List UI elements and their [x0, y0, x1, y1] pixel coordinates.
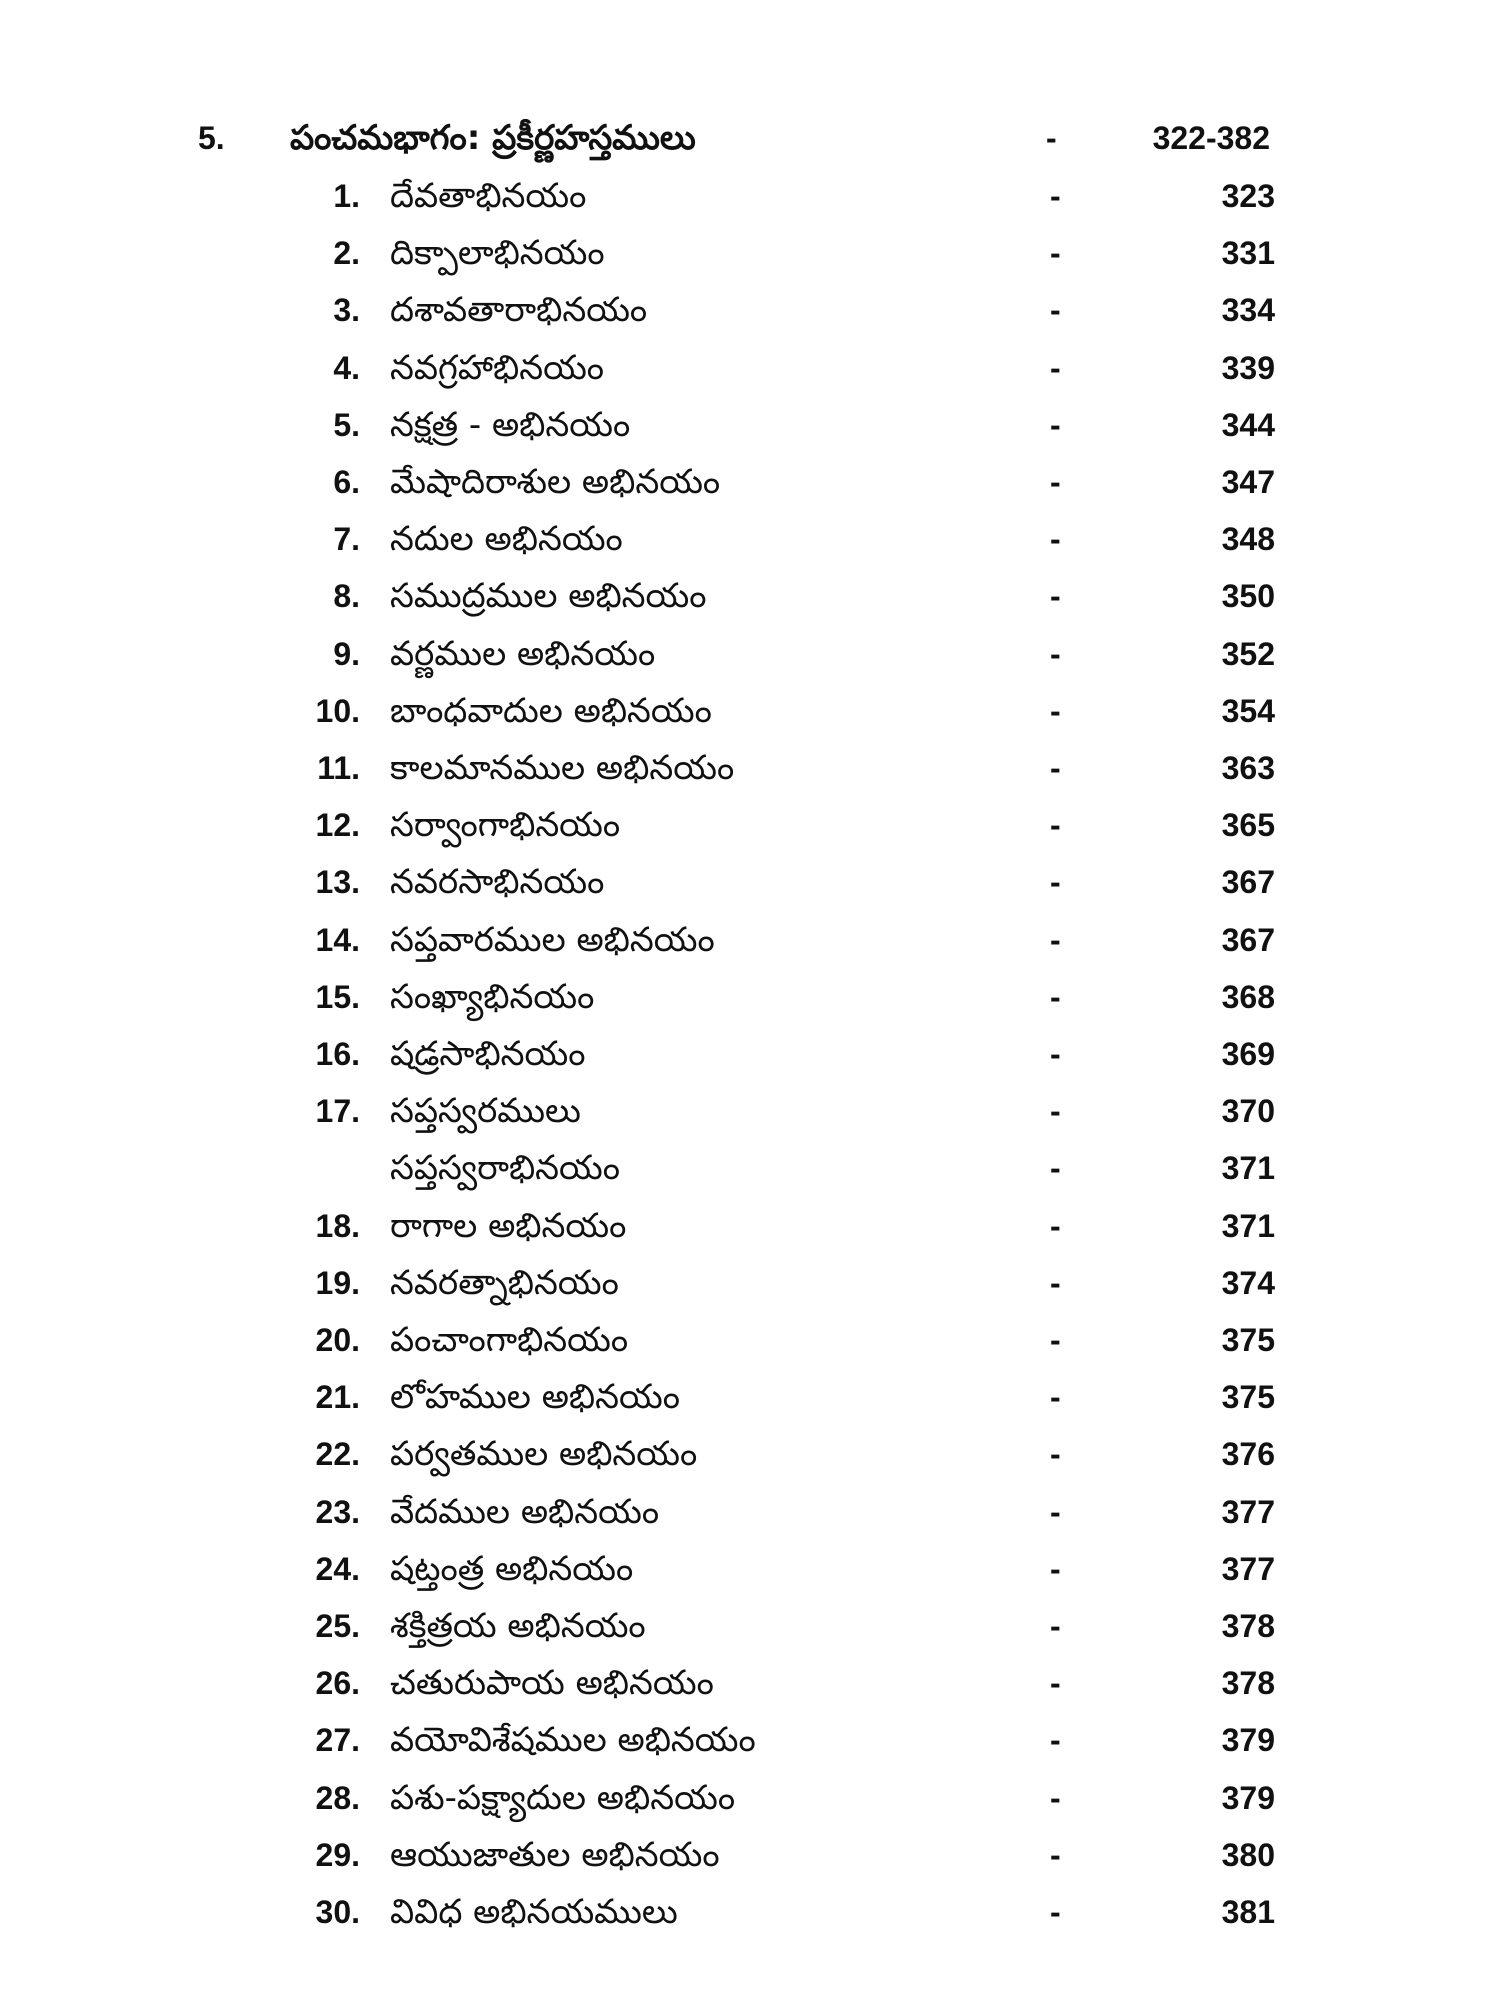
entry-number: 18. — [315, 1208, 360, 1244]
entry-number: 13. — [315, 864, 360, 900]
entry-separator: - — [1050, 1608, 1061, 1644]
entry-page-number: 376 — [1221, 1436, 1275, 1472]
toc-entry — [0, 1083, 1500, 1139]
entry-number: 11. — [317, 750, 360, 786]
section-title: పంచమభాగం: ప్రకీర్ణహస్తములు — [290, 118, 696, 158]
toc-entry — [0, 1198, 1500, 1254]
toc-entry — [0, 912, 1500, 968]
entry-separator: - — [1050, 1322, 1061, 1358]
entry-separator: - — [1050, 292, 1061, 328]
toc-entry — [0, 1712, 1500, 1768]
entry-title: దేవతాభినయం — [390, 176, 587, 216]
entry-separator: - — [1050, 1265, 1061, 1301]
entry-page-number: 347 — [1221, 464, 1275, 500]
entry-separator: - — [1050, 1093, 1061, 1129]
section-separator: - — [1046, 120, 1057, 156]
entry-page-number: 363 — [1221, 750, 1275, 786]
entry-separator: - — [1050, 1780, 1061, 1816]
entry-number: 27. — [315, 1722, 360, 1758]
toc-entry — [0, 1598, 1500, 1654]
entry-separator: - — [1050, 693, 1061, 729]
entry-number: 8. — [333, 578, 360, 614]
entry-page-number: 379 — [1221, 1722, 1275, 1758]
entry-page-number: 375 — [1221, 1379, 1275, 1415]
entry-separator: - — [1050, 1150, 1061, 1186]
entry-number: 17. — [315, 1093, 360, 1129]
entry-separator: - — [1050, 1837, 1061, 1873]
toc-entry — [0, 1369, 1500, 1425]
entry-title: లోహముల అభినయం — [390, 1377, 680, 1417]
entry-title: సర్వాంగాభినయం — [390, 805, 621, 845]
entry-page-number: 339 — [1221, 350, 1275, 386]
section-page-range: 322-382 — [1152, 120, 1270, 156]
entry-number: 10. — [315, 693, 360, 729]
toc-entry — [0, 1770, 1500, 1826]
entry-separator: - — [1050, 464, 1061, 500]
entry-page-number: 365 — [1221, 807, 1275, 843]
entry-title: ఆయుజాతుల అభినయం — [390, 1835, 720, 1875]
entry-title: చతురుపాయ అభినయం — [390, 1663, 714, 1703]
toc-entry — [0, 1655, 1500, 1711]
entry-separator: - — [1050, 807, 1061, 843]
entry-separator: - — [1050, 1551, 1061, 1587]
toc-entry — [0, 740, 1500, 796]
toc-entry — [0, 969, 1500, 1025]
entry-separator: - — [1050, 521, 1061, 557]
toc-entry — [0, 854, 1500, 910]
entry-page-number: 377 — [1221, 1551, 1275, 1587]
toc-entry — [0, 454, 1500, 510]
entry-page-number: 344 — [1221, 407, 1275, 443]
entry-title: నవగ్రహాభినయం — [390, 348, 605, 388]
entry-number: 1. — [333, 178, 360, 214]
entry-number: 16. — [315, 1036, 360, 1072]
entry-page-number: 377 — [1221, 1494, 1275, 1530]
entry-page-number: 367 — [1221, 922, 1275, 958]
toc-entry — [0, 1884, 1500, 1940]
entry-number: 12. — [315, 807, 360, 843]
entry-separator: - — [1050, 1894, 1061, 1930]
entry-separator: - — [1050, 578, 1061, 614]
entry-title: నక్షత్ర - అభినయం — [390, 405, 631, 445]
entry-page-number: 369 — [1221, 1036, 1275, 1072]
entry-title: సప్తస్వరములు — [390, 1091, 581, 1131]
entry-title: నవరసాభినయం — [390, 862, 605, 902]
entry-separator: - — [1050, 407, 1061, 443]
entry-number: 21. — [315, 1379, 360, 1415]
entry-page-number: 352 — [1221, 636, 1275, 672]
section-number: 5. — [198, 120, 225, 156]
entry-title: మేషాదిరాశుల అభినయం — [390, 462, 721, 502]
entry-page-number: 371 — [1221, 1208, 1275, 1244]
entry-number: 20. — [315, 1322, 360, 1358]
entry-title: సప్తస్వరాభినయం — [390, 1148, 621, 1188]
entry-number: 7. — [333, 521, 360, 557]
entry-number: 2. — [333, 235, 360, 271]
toc-entry — [0, 397, 1500, 453]
entry-page-number: 331 — [1221, 235, 1275, 271]
toc-entry — [0, 1140, 1500, 1196]
entry-number: 6. — [333, 464, 360, 500]
entry-title: వర్ణముల అభినయం — [390, 634, 656, 674]
entry-title: వేదముల అభినయం — [390, 1492, 660, 1532]
entry-separator: - — [1050, 178, 1061, 214]
entry-number: 5. — [333, 407, 360, 443]
entry-number: 29. — [315, 1837, 360, 1873]
entry-page-number: 368 — [1221, 979, 1275, 1015]
entry-number: 14. — [315, 922, 360, 958]
entry-title: సప్తవారముల అభినయం — [390, 920, 715, 960]
entry-title: షడ్రసాభినయం — [390, 1034, 586, 1074]
toc-entry — [0, 1255, 1500, 1311]
entry-page-number: 367 — [1221, 864, 1275, 900]
entry-separator: - — [1050, 636, 1061, 672]
entry-number: 28. — [315, 1780, 360, 1816]
entry-page-number: 379 — [1221, 1780, 1275, 1816]
entry-separator: - — [1050, 1208, 1061, 1244]
entry-page-number: 348 — [1221, 521, 1275, 557]
entry-separator: - — [1050, 1436, 1061, 1472]
toc-entry — [0, 1426, 1500, 1482]
entry-number: 3. — [333, 292, 360, 328]
entry-page-number: 378 — [1221, 1608, 1275, 1644]
entry-title: దశావతారాభినయం — [390, 290, 648, 330]
toc-entry — [0, 683, 1500, 739]
entry-page-number: 334 — [1221, 292, 1275, 328]
entry-page-number: 323 — [1221, 178, 1275, 214]
toc-entry — [0, 225, 1500, 281]
toc-entry — [0, 626, 1500, 682]
entry-page-number: 381 — [1221, 1894, 1275, 1930]
toc-entry — [0, 1312, 1500, 1368]
entry-separator: - — [1050, 1036, 1061, 1072]
toc-entry — [0, 282, 1500, 338]
entry-number: 15. — [315, 979, 360, 1015]
entry-separator: - — [1050, 750, 1061, 786]
entry-number: 19. — [315, 1265, 360, 1301]
entry-page-number: 380 — [1221, 1837, 1275, 1873]
entry-title: నదుల అభినయం — [390, 519, 623, 559]
entry-separator: - — [1050, 235, 1061, 271]
toc-entry — [0, 797, 1500, 853]
entry-page-number: 350 — [1221, 578, 1275, 614]
entry-number: 25. — [315, 1608, 360, 1644]
entry-page-number: 375 — [1221, 1322, 1275, 1358]
entry-title: సముద్రముల అభినయం — [390, 576, 707, 616]
entry-page-number: 371 — [1221, 1150, 1275, 1186]
toc-entry — [0, 511, 1500, 567]
entry-number: 30. — [315, 1894, 360, 1930]
toc-entry — [0, 340, 1500, 396]
entry-title: పంచాంగాభినయం — [390, 1320, 629, 1360]
entry-title: నవరత్నాభినయం — [390, 1263, 619, 1303]
entry-title: రాగాల అభినయం — [390, 1206, 627, 1246]
entry-separator: - — [1050, 979, 1061, 1015]
entry-number: 26. — [315, 1665, 360, 1701]
entry-page-number: 354 — [1221, 693, 1275, 729]
entry-number: 4. — [333, 350, 360, 386]
entry-separator: - — [1050, 1494, 1061, 1530]
toc-entry — [0, 1827, 1500, 1883]
entry-separator: - — [1050, 864, 1061, 900]
entry-separator: - — [1050, 1722, 1061, 1758]
entry-separator: - — [1050, 350, 1061, 386]
toc-entry — [0, 1484, 1500, 1540]
entry-title: శక్తిత్రయ అభినయం — [390, 1606, 646, 1646]
entry-title: బాంధవాదుల అభినయం — [390, 691, 712, 731]
entry-number: 9. — [333, 636, 360, 672]
entry-page-number: 374 — [1221, 1265, 1275, 1301]
entry-number: 23. — [315, 1494, 360, 1530]
entry-title: పర్వతముల అభినయం — [390, 1434, 698, 1474]
entry-title: షట్తంత్ర అభినయం — [390, 1549, 634, 1589]
entry-title: వయోవిశేషముల అభినయం — [390, 1720, 756, 1760]
toc-entry — [0, 1541, 1500, 1597]
entry-title: సంఖ్యాభినయం — [390, 977, 595, 1017]
toc-entry — [0, 1026, 1500, 1082]
entry-title: పశు-పక్ష్యాదుల అభినయం — [390, 1778, 736, 1818]
entry-page-number: 378 — [1221, 1665, 1275, 1701]
entry-separator: - — [1050, 1665, 1061, 1701]
entry-number: 24. — [315, 1551, 360, 1587]
section-heading-row — [0, 110, 1500, 166]
toc-entry — [0, 568, 1500, 624]
entry-title: వివిధ అభినయములు — [390, 1892, 678, 1932]
entry-page-number: 370 — [1221, 1093, 1275, 1129]
entry-title: దిక్పాలాభినయం — [390, 233, 605, 273]
entry-separator: - — [1050, 1379, 1061, 1415]
entry-title: కాలమానముల అభినయం — [390, 748, 735, 788]
entry-number: 22. — [315, 1436, 360, 1472]
entry-separator: - — [1050, 922, 1061, 958]
toc-entry — [0, 168, 1500, 224]
